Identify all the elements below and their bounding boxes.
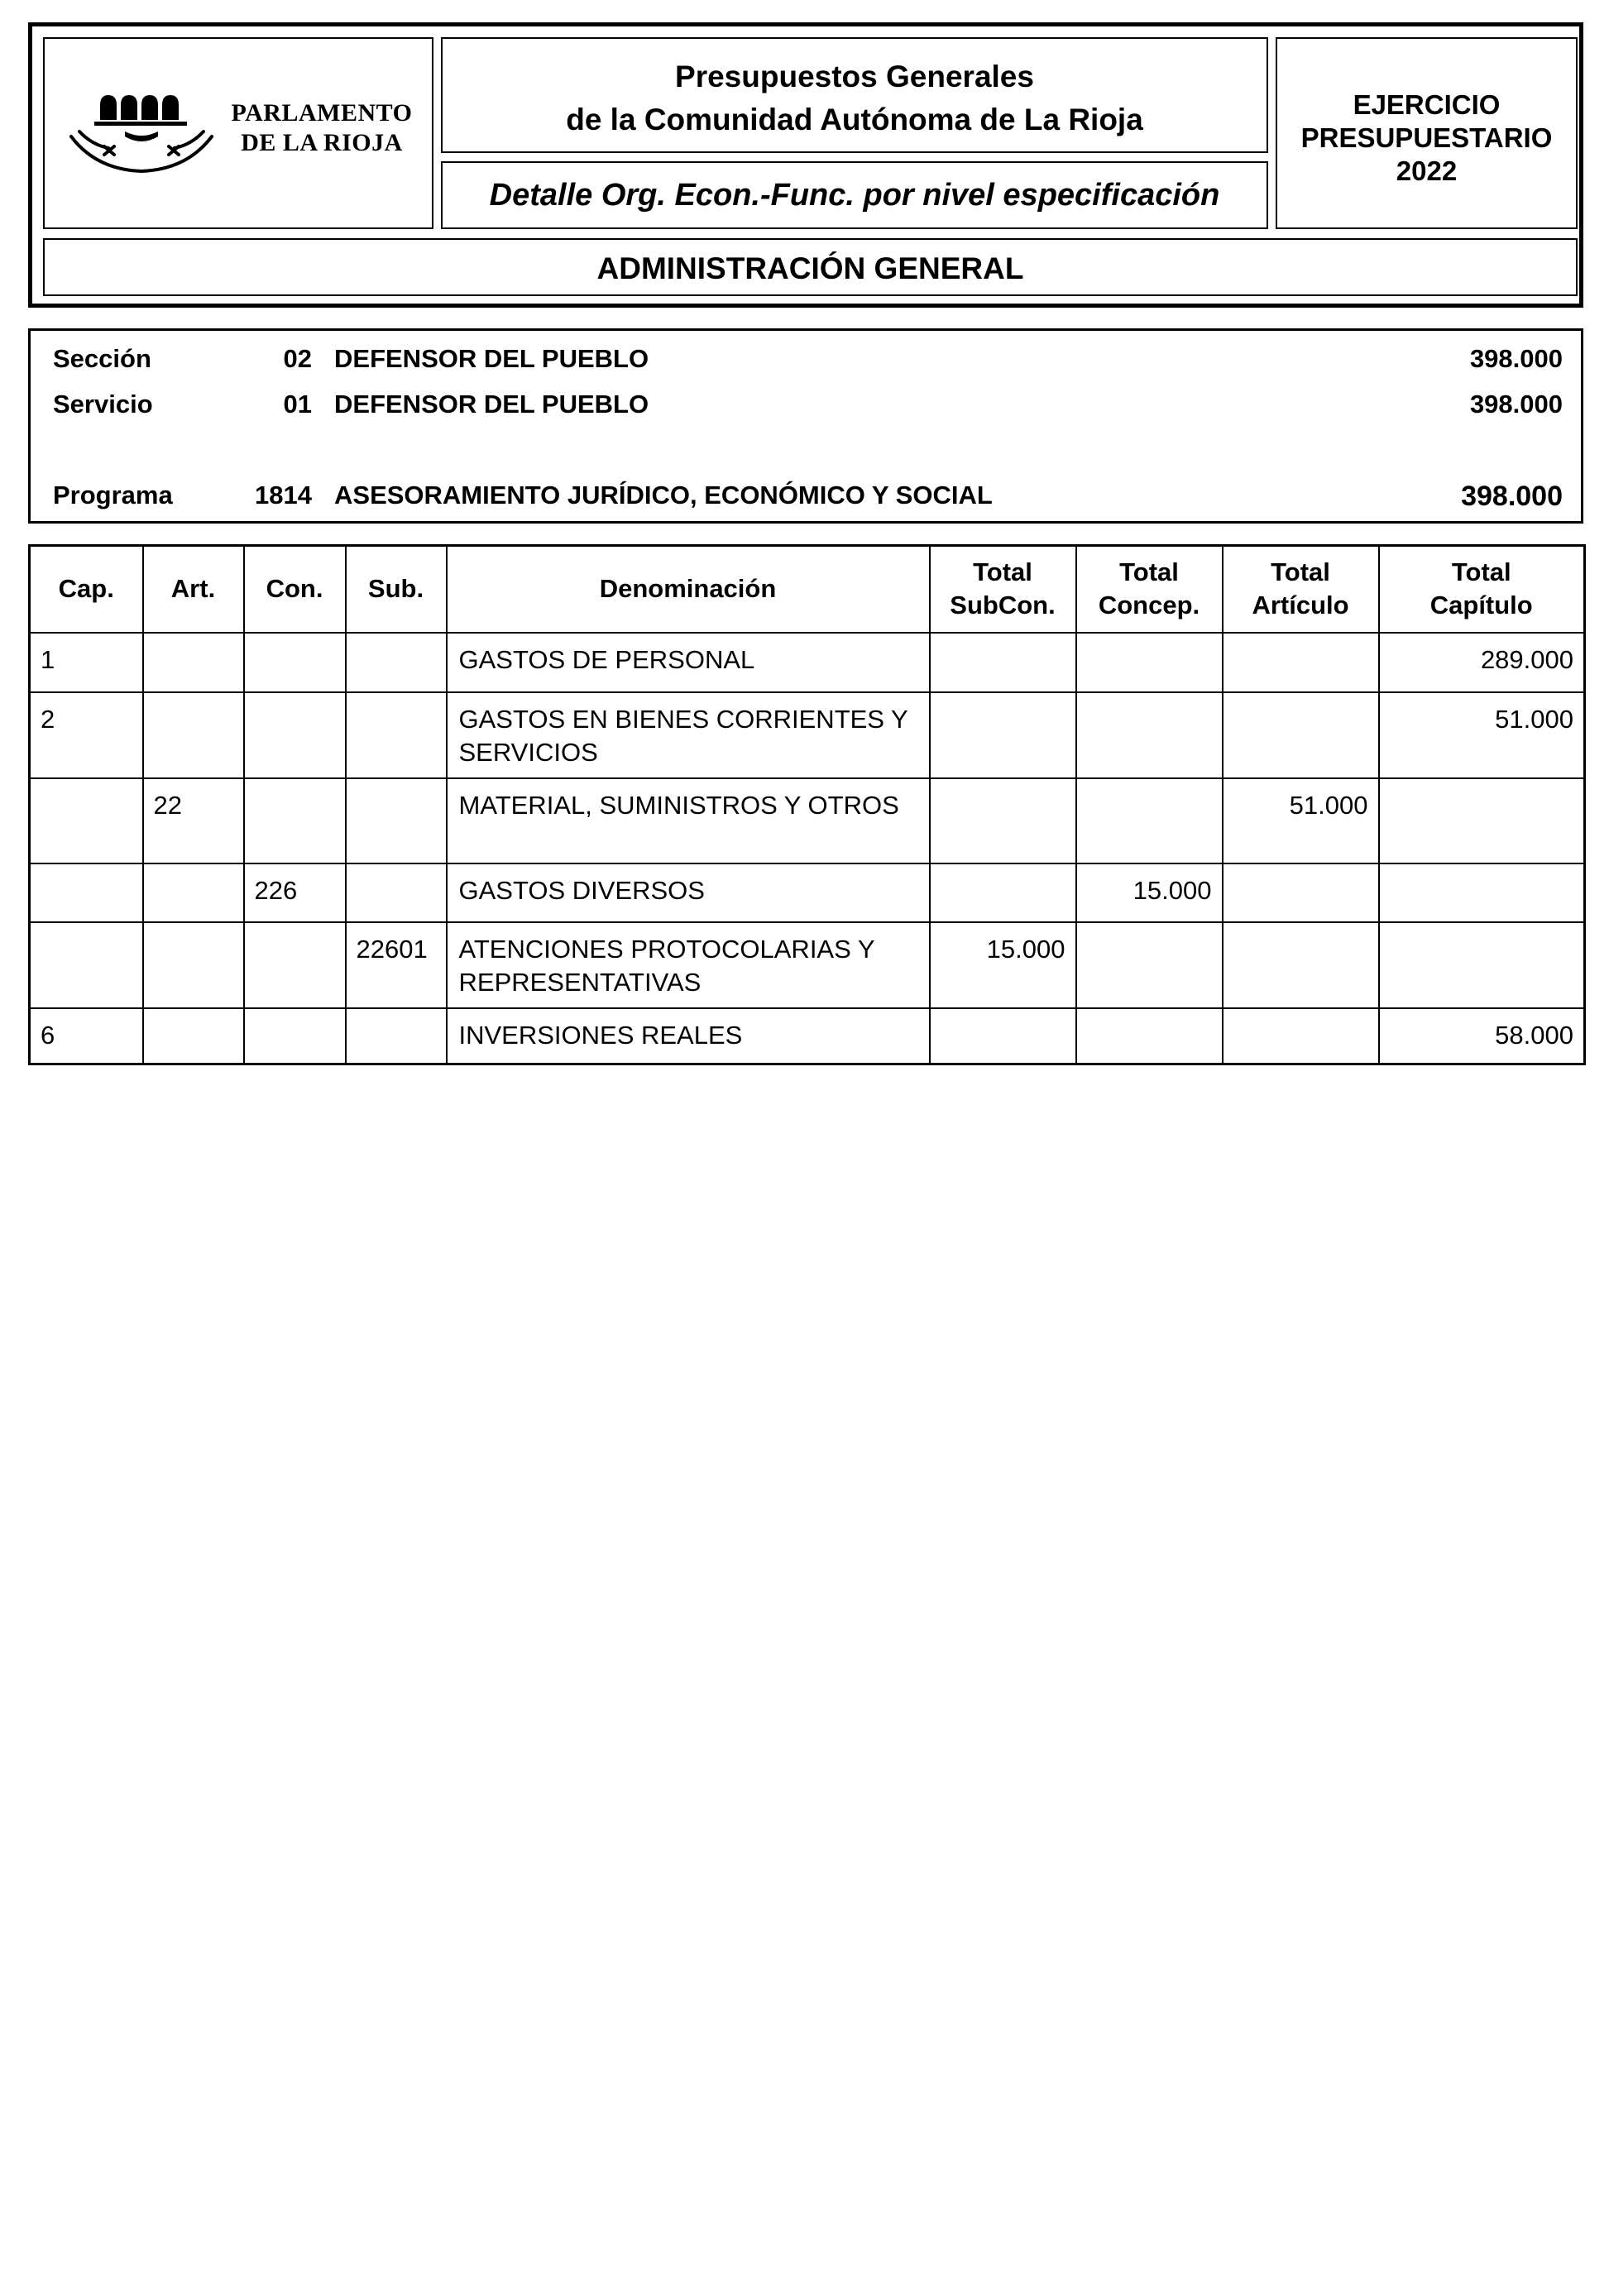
header-total-subcon-line1: Total [973,557,1032,587]
cell-con [244,922,346,1008]
cell-art [143,1008,244,1064]
cell-cap: 2 [30,692,143,778]
cell-sub [346,778,447,863]
cell-total-subcon [930,692,1076,778]
servicio-name: DEFENSOR DEL PUEBLO [334,390,649,419]
cell-denominacion: MATERIAL, SUMINISTROS Y OTROS [447,778,930,863]
seccion-name: DEFENSOR DEL PUEBLO [334,344,649,373]
cell-cap [30,778,143,863]
header-total-subcon [930,546,1076,633]
header-total-concep [1076,546,1223,633]
servicio-amount: 398.000 [1469,390,1563,419]
programa-row [31,481,1581,514]
cell-art [143,692,244,778]
cell-total-subcon [930,1008,1076,1064]
table-row [30,1008,1585,1064]
seccion-code: 02 [283,344,312,373]
programa-name: ASESORAMIENTO JURÍDICO, ECONÓMICO Y SOCIAL [334,481,993,509]
logo-box [43,37,433,229]
servicio-row [31,390,1581,423]
cell-total-concep [1076,778,1223,863]
cell-total-articulo: 51.000 [1223,778,1379,863]
cell-total-capitulo [1379,863,1585,922]
parliament-name [214,98,429,158]
document-header [28,22,1583,308]
cell-denominacion: GASTOS DIVERSOS [447,863,930,922]
header-total-articulo-line2: Artículo [1252,591,1349,620]
cell-denominacion: INVERSIONES REALES [447,1008,930,1064]
programa-label: Programa [53,481,173,509]
table-row [30,692,1585,778]
servicio-code: 01 [283,390,312,419]
cell-total-concep [1076,922,1223,1008]
cell-total-articulo [1223,633,1379,692]
cell-total-subcon [930,633,1076,692]
seccion-amount: 398.000 [1469,344,1563,373]
cell-total-capitulo [1379,778,1585,863]
fiscal-year-line2: PRESUPUESTARIO [1300,122,1553,153]
cell-art [143,633,244,692]
table-row [30,778,1585,863]
cell-total-subcon: 15.000 [930,922,1076,1008]
cell-cap [30,863,143,922]
cell-total-articulo [1223,922,1379,1008]
seccion-label: Sección [53,344,151,373]
cell-sub [346,1008,447,1064]
cell-art [143,863,244,922]
header-cap: Cap. [30,546,143,633]
cell-art [143,922,244,1008]
table-row [30,633,1585,692]
budget-info-block [28,328,1583,524]
fiscal-year-box [1276,37,1578,229]
cell-con [244,633,346,692]
section-title-box [43,238,1578,296]
seccion-row [31,344,1581,377]
document-title-line1: Presupuestos Generales [675,60,1034,93]
cell-con [244,1008,346,1064]
header-sub: Sub. [346,546,447,633]
cell-total-concep [1076,692,1223,778]
cell-total-articulo [1223,863,1379,922]
programa-amount: 398.000 [1461,481,1563,512]
servicio-label: Servicio [53,390,153,419]
title-box [441,37,1268,153]
header-con: Con. [244,546,346,633]
parliament-logo-icon [63,80,220,179]
cell-denominacion: ATENCIONES PROTOCOLARIAS Y REPRESENTATIVAS [447,922,930,1008]
header-total-concep-line1: Total [1119,557,1179,587]
cell-sub: 22601 [346,922,447,1008]
cell-denominacion: GASTOS DE PERSONAL [447,633,930,692]
cell-sub [346,633,447,692]
cell-cap: 1 [30,633,143,692]
header-art: Art. [143,546,244,633]
parliament-name-line1: PARLAMENTO [231,99,413,127]
cell-total-concep: 15.000 [1076,863,1223,922]
header-total-concep-line2: Concep. [1098,591,1200,620]
header-denominacion: Denominación [447,546,930,633]
cell-con: 226 [244,863,346,922]
cell-total-subcon [930,863,1076,922]
cell-art: 22 [143,778,244,863]
cell-total-concep [1076,1008,1223,1064]
table-row [30,863,1585,922]
cell-total-capitulo: 51.000 [1379,692,1585,778]
cell-cap [30,922,143,1008]
cell-con [244,778,346,863]
header-total-capitulo-line1: Total [1451,557,1511,587]
subtitle-box [441,161,1268,229]
cell-total-articulo [1223,692,1379,778]
cell-denominacion: GASTOS EN BIENES CORRIENTES Y SERVICIOS [447,692,930,778]
document-subtitle: Detalle Org. Econ.-Func. por nivel especificación [489,178,1220,213]
header-total-subcon-line2: SubCon. [950,591,1056,620]
cell-sub [346,692,447,778]
cell-con [244,692,346,778]
programa-code: 1814 [255,481,312,509]
document-title-line2: de la Comunidad Autónoma de La Rioja [566,103,1143,136]
cell-sub [346,863,447,922]
section-title: ADMINISTRACIÓN GENERAL [596,251,1024,285]
cell-total-subcon [930,778,1076,863]
header-total-articulo [1223,546,1379,633]
fiscal-year-line1: EJERCICIO [1353,89,1501,120]
cell-total-concep [1076,633,1223,692]
fiscal-year-label [1277,88,1576,188]
cell-total-capitulo: 289.000 [1379,633,1585,692]
document-title [443,55,1267,141]
fiscal-year-value: 2022 [1396,155,1458,186]
parliament-name-line2: DE LA RIOJA [241,129,403,156]
cell-cap: 6 [30,1008,143,1064]
budget-detail-table [28,544,1586,1065]
table-row [30,922,1585,1008]
header-total-articulo-line1: Total [1271,557,1330,587]
table-header-row [30,546,1585,633]
header-total-capitulo-line2: Capítulo [1429,591,1533,620]
cell-total-articulo [1223,1008,1379,1064]
header-total-capitulo [1379,546,1585,633]
cell-total-capitulo [1379,922,1585,1008]
cell-total-capitulo: 58.000 [1379,1008,1585,1064]
